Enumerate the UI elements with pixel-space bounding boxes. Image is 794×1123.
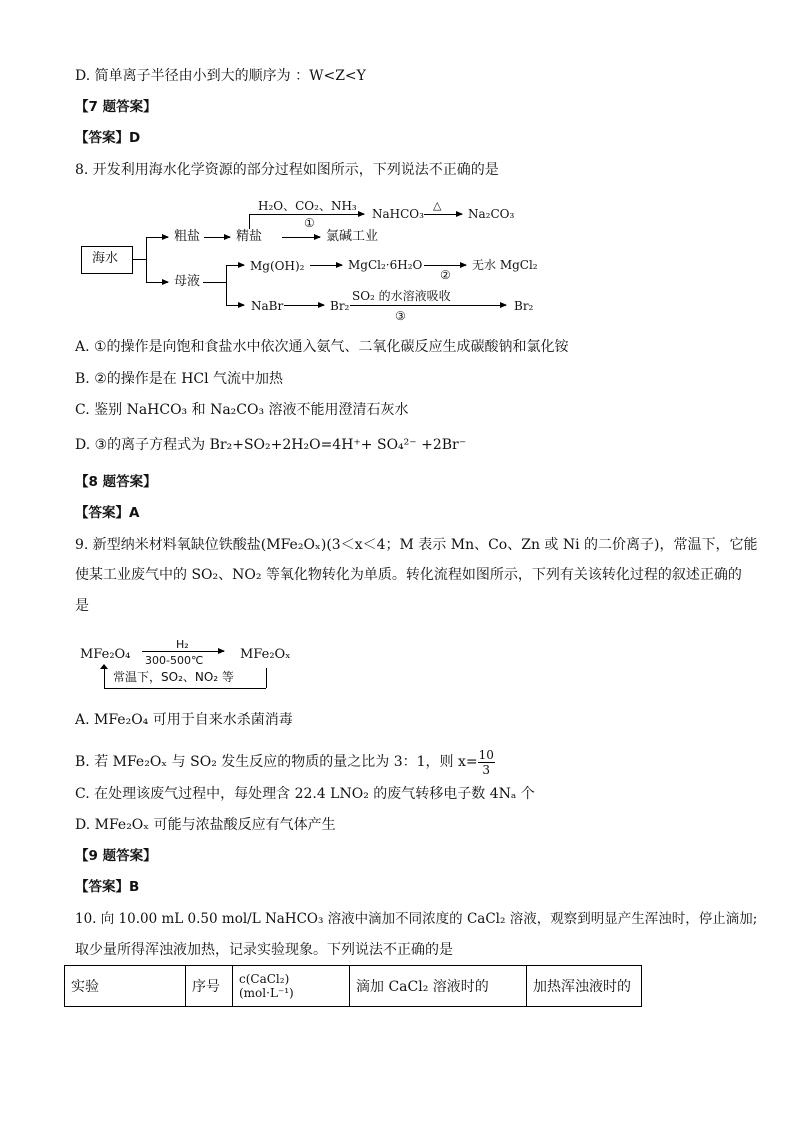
refined-salt: 精盐 xyxy=(236,229,263,244)
nahco3: NaHCO₃ xyxy=(372,207,424,221)
so2-absorb-label: SO₂ 的水溶液吸收 xyxy=(352,289,451,303)
fraction-denominator: 3 xyxy=(482,762,491,777)
experiment-table xyxy=(64,965,642,1007)
anhydrous-mgcl2: 无水 MgCl₂ xyxy=(472,258,538,272)
q7-answer-heading: 【7 题答案】 xyxy=(75,99,157,115)
q9-answer: 【答案】B xyxy=(75,879,140,895)
q9-option-a: A. MFe₂O₄ 可用于自来水杀菌消毒 xyxy=(75,712,293,728)
step2-label: ② xyxy=(440,268,451,282)
q9-option-c: C. 在处理该废气过程中，每处理含 22.4 LNO₂ 的废气转移电子数 4Nₐ 个 xyxy=(75,786,535,802)
q9-option-b xyxy=(75,744,495,780)
col-concentration: c(CaCl₂)(mol·L⁻¹) xyxy=(233,966,350,1007)
arrow-to-crude-salt xyxy=(146,237,168,238)
q9-answer-heading: 【9 题答案】 xyxy=(75,848,157,864)
temp-label: 300-500℃ xyxy=(145,654,204,667)
q8-answer-heading: 【8 题答案】 xyxy=(75,474,157,490)
mfe2ox: MFe₂Oₓ xyxy=(240,647,291,662)
q9-stem-line3: 是 xyxy=(75,598,89,614)
seawater-label: 海水 xyxy=(92,251,119,266)
q9-option-d: D. MFe₂Oₓ 可能与浓盐酸反应有气体产生 xyxy=(75,817,336,833)
q7-answer: 【答案】D xyxy=(75,130,141,146)
mfe2o4: MFe₂O₄ xyxy=(80,647,131,662)
arrow-to-mgcl2 xyxy=(310,265,342,266)
q8-answer: 【答案】A xyxy=(75,505,140,521)
mgoh2: Mg(OH)₂ xyxy=(250,259,305,273)
arrow-step2 xyxy=(424,265,466,266)
q8-option-d: D. ③的离子方程式为 Br₂+SO₂+2H₂O=4H⁺+ SO₄²⁻ +2Br⁻ xyxy=(75,437,467,453)
arrow-to-chloralkali xyxy=(282,237,320,238)
col-index: 序号 xyxy=(186,966,233,1007)
arrow-heat xyxy=(424,214,462,215)
q7-option-d: D. 简单离子半径由小到大的顺序为 ：W<Z<Y xyxy=(75,68,366,84)
q9-stem-line2: 使某工业废气中的 SO₂、NO₂ 等氧化物转化为单质。转化流程如图所示，下列有关该转化过程的叙述正确的 xyxy=(75,567,742,583)
q10-stem-line1: 10. 向 10.00 mL 0.50 mol/L NaHCO₃ 溶液中滴加不同浓度的 CaCl₂ 溶液，观察到明显产生浑浊时，停止滴加; xyxy=(75,911,758,927)
arrow-to-mother-liquor xyxy=(146,282,168,283)
return-arrow-head xyxy=(100,664,108,669)
heat-symbol: △ xyxy=(433,199,442,212)
table-header-row xyxy=(65,966,642,1007)
step3-label: ③ xyxy=(395,309,406,323)
br2-first: Br₂ xyxy=(330,299,350,313)
br2-final: Br₂ xyxy=(514,299,534,313)
step1-label: ① xyxy=(304,216,315,230)
arrow-to-nabr xyxy=(226,305,244,306)
q8-option-b: B. ②的操作是在 HCl 气流中加热 xyxy=(75,371,284,387)
q9-option-b-text: B. 若 MFe₂Oₓ 与 SO₂ 发生反应的物质的量之比为 3：1，则 x= xyxy=(75,754,478,770)
fraction-numerator: 10 xyxy=(478,747,494,762)
q8-stem: 8. 开发利用海水化学资源的部分过程如图所示，下列说法不正确的是 xyxy=(75,162,499,178)
mother-liquor: 母液 xyxy=(174,274,201,289)
q8-option-c: C. 鉴别 NaHCO₃ 和 Na₂CO₃ 溶液不能用澄清石灰水 xyxy=(75,402,409,418)
return-label: 常温下，SO₂、NO₂ 等 xyxy=(113,670,234,684)
chloralkali: 氯碱工业 xyxy=(326,229,379,244)
arrow-to-br2 xyxy=(284,305,324,306)
arrow-reduction xyxy=(142,651,224,652)
na2co3: Na₂CO₃ xyxy=(468,207,515,221)
arrow-step3 xyxy=(350,305,506,306)
col-experiment: 实验 xyxy=(65,966,186,1007)
arrow-to-mgoh2 xyxy=(226,265,244,266)
q10-stem-line2: 取少量所得浑浊液加热，记录实验现象。下列说法不正确的是 xyxy=(75,942,453,958)
nabr: NaBr xyxy=(251,299,284,313)
crude-salt: 粗盐 xyxy=(174,229,201,244)
reagents-label: H₂O、CO₂、NH₃ xyxy=(258,199,357,213)
arrow-to-refined-salt xyxy=(204,237,230,238)
h2-label: H₂ xyxy=(176,638,189,651)
q8-option-a: A. ①的操作是向饱和食盐水中依次通入氨气、二氧化碳反应生成碳酸钠和氯化铵 xyxy=(75,339,569,355)
mgcl2-hydrate: MgCl₂·6H₂O xyxy=(348,258,423,272)
col-heating: 加热浑浊液时的 xyxy=(527,966,642,1007)
arrow-step1 xyxy=(249,214,364,215)
fraction-10-3 xyxy=(478,748,495,777)
q9-stem-line1: 9. 新型纳米材料氧缺位铁酸盐(MFe₂Oₓ)(3＜x＜4；M 表示 Mn、Co、Zn 或 Ni 的二价离子)，常温下，它能 xyxy=(75,537,758,553)
col-dropping: 滴加 CaCl₂ 溶液时的 xyxy=(350,966,527,1007)
